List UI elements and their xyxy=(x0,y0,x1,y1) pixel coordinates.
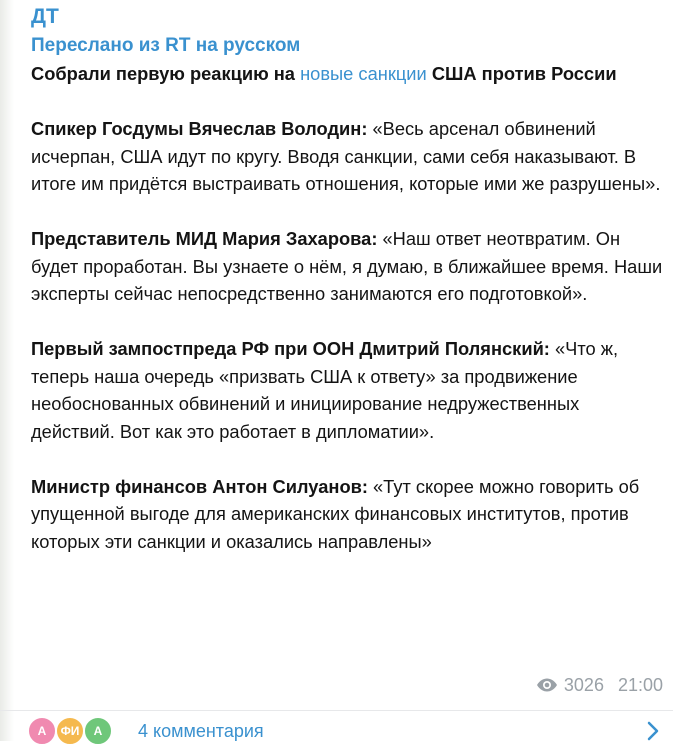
chevron-right-icon[interactable] xyxy=(647,721,659,746)
quote-text: «Наш ответ неотвратим. Он будет проработан. Вы узнаете о нём, я думаю, в ближайшее время. Наши эксперты сейчас непосредственно занимаются его подготовкой». xyxy=(31,228,663,304)
eye-icon xyxy=(536,678,558,692)
speaker-name: Спикер Госдумы Вячеслав Володин: xyxy=(31,118,368,139)
speaker-name: Первый зампостпреда РФ при ООН Дмитрий Полянский: xyxy=(31,338,550,359)
avatar: ФИ xyxy=(55,716,85,746)
views-count: 3026 xyxy=(563,675,604,695)
speaker-name: Представитель МИД Мария Захарова: xyxy=(31,228,378,249)
post-time: 21:00 xyxy=(617,675,663,695)
quote-text: «Весь арсенал обвинений исчерпан, США идут по кругу. Вводя санкции, сами себя наказывают. В итоге им придётся выстраивать отношения, которые ими же разрушены». xyxy=(31,118,661,194)
avatar: А xyxy=(83,716,113,746)
post-text xyxy=(31,60,667,555)
quote-text: «Тут скорее можно говорить об упущенной выгоде для американских финансовых институтов, против которых эти санкции и оказались направлены» xyxy=(31,475,640,552)
quote-zakharova xyxy=(31,225,667,308)
headline-end: США против России xyxy=(426,63,617,84)
quote-polyansky xyxy=(31,335,667,445)
headline-start: Собрали первую реакцию на xyxy=(31,63,301,84)
speaker-name: Министр финансов Антон Силуанов: xyxy=(31,475,368,497)
forwarded-from-link[interactable]: Переслано из RT на русском xyxy=(31,35,301,56)
channel-name[interactable]: ДТ xyxy=(31,5,59,28)
quote-text: «Что ж, теперь наша очередь «призвать США к ответу» за продвижение необоснованных обвинений и инициирование недружественных действий. Вот как это работает в дипломатии». xyxy=(31,338,619,442)
headline xyxy=(31,60,667,88)
post-meta xyxy=(536,674,663,696)
quote-siluanov xyxy=(31,473,667,556)
commenter-avatars xyxy=(27,711,127,742)
comments-count-link[interactable]: 4 комментария xyxy=(138,721,264,741)
quote-volodin xyxy=(31,115,667,198)
avatar: А xyxy=(27,716,57,746)
left-shadow xyxy=(0,0,14,741)
sanctions-link[interactable]: новые санкции xyxy=(300,63,427,84)
comments-bar[interactable] xyxy=(0,710,673,742)
